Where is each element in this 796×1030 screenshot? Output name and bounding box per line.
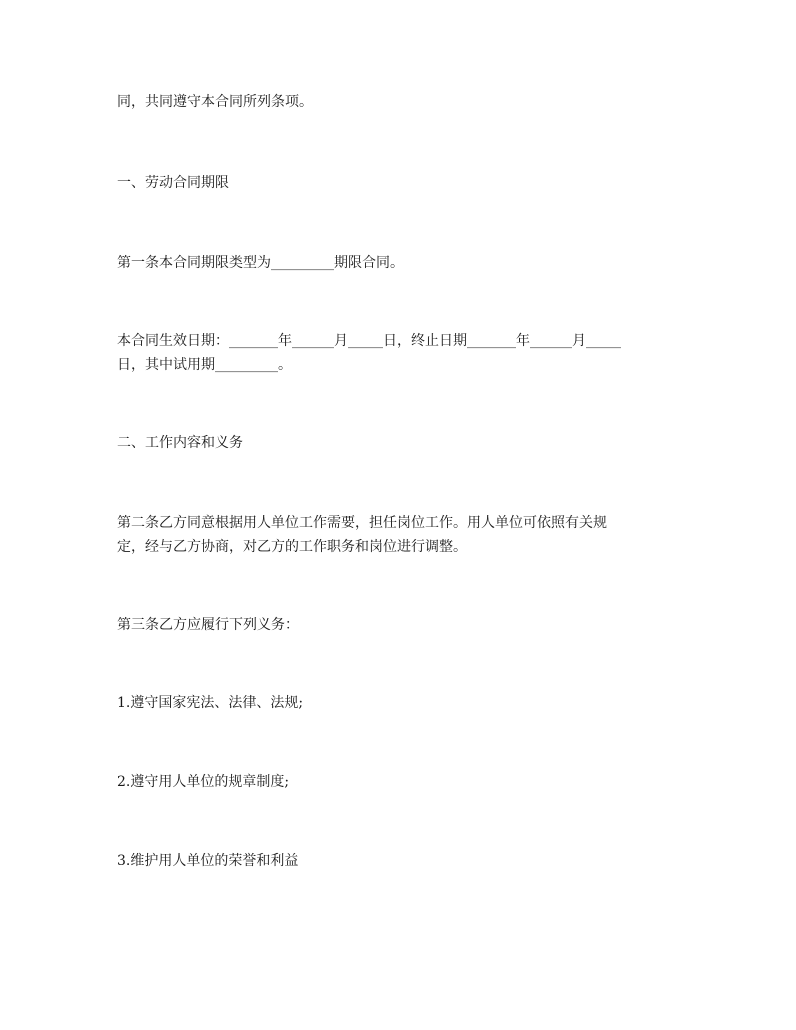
clause-text: 第一条本合同期限类型为_________期限合同。 [117,255,404,271]
text-line: 定，经与乙方协商，对乙方的工作职务和岗位进行调整。 [117,539,467,555]
list-item: 3.维护用人单位的荣誉和利益 [117,853,299,869]
text-line: 本合同生效日期：_______年______月_____日，终止日期_______年______月_____ [117,333,621,349]
section-heading: 二、工作内容和义务 [117,435,243,451]
text-line: 日，其中试用期_________。 [117,357,292,373]
list-item: 2.遵守用人单位的规章制度; [117,774,290,790]
list-item: 1.遵守国家宪法、法律、法规; [117,695,304,711]
clause-text: 第二条乙方同意根据用人单位工作需要，担任岗位工作。用人单位可依照有关规 [117,515,607,531]
text-line: 同，共同遵守本合同所列条项。 [117,94,313,110]
clause-text: 第三条乙方应履行下列义务： [117,617,299,633]
section-heading: 一、劳动合同期限 [117,175,229,191]
